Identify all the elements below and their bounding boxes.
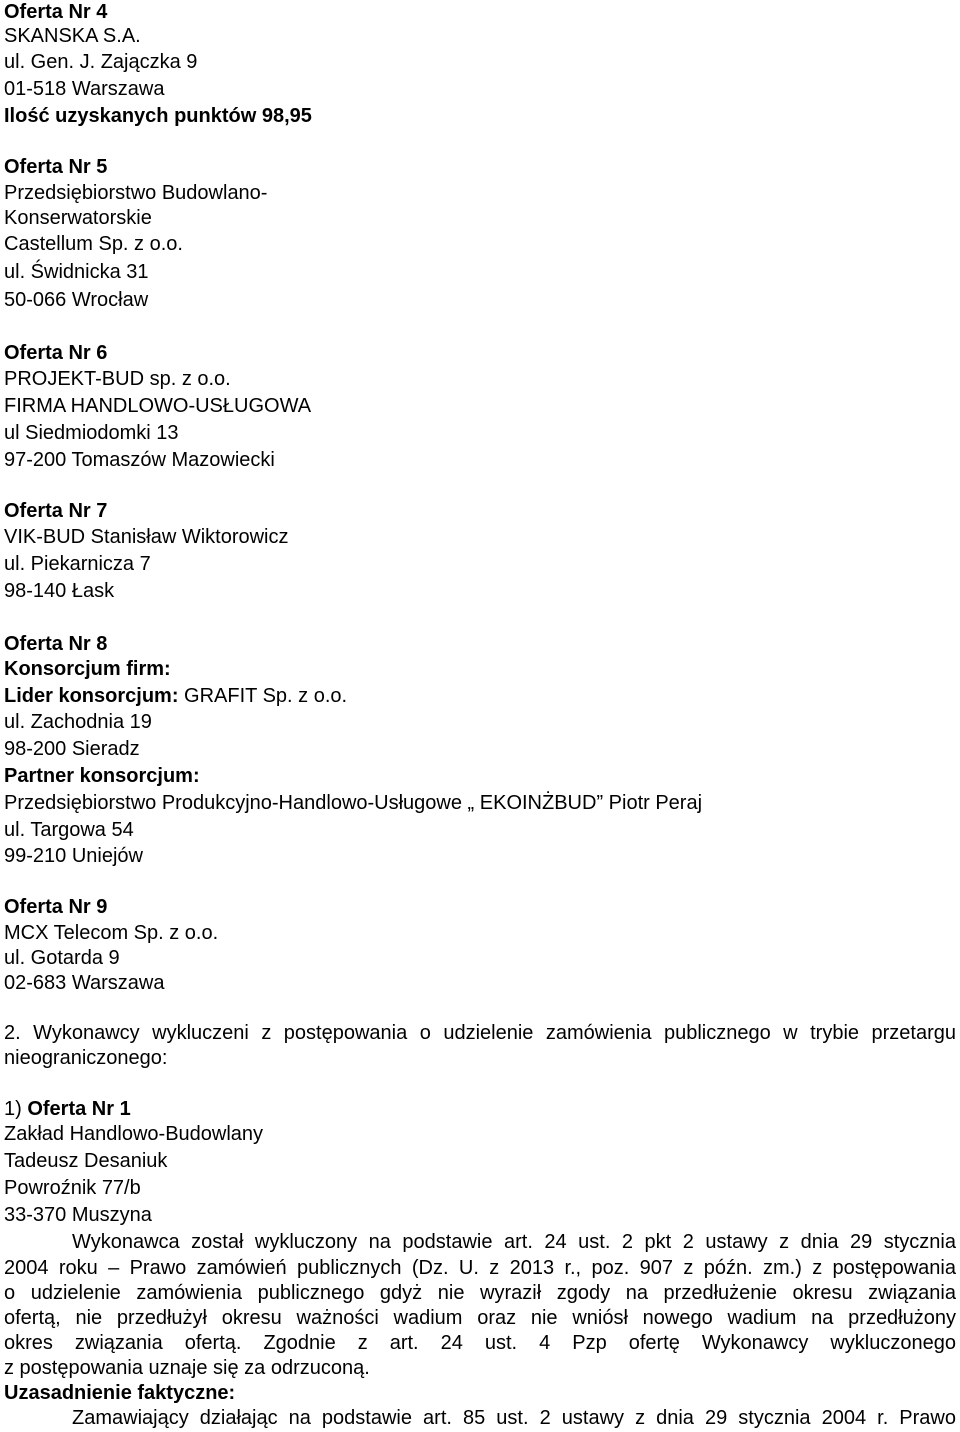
exclusion-paragraph-line2-text: 2004 roku – Prawo zamówień publicznych (Dz. U. z 2013 r., poz. 907 z późn. zm.) z postępowania — [4, 1257, 956, 1279]
offer-6-name-line1: PROJEKT-BUD sp. z o.o. — [4, 368, 231, 390]
excluded-offer-1-street: Powroźnik 77/b — [4, 1177, 141, 1199]
offer-7-city: 98-140 Łask — [4, 580, 115, 602]
offer-9-title: Oferta Nr 9 — [4, 896, 108, 918]
offer-5-name-line3: Castellum Sp. z o.o. — [4, 233, 183, 255]
excluded-offer-1-name-line2: Tadeusz Desaniuk — [4, 1150, 168, 1172]
exclusion-paragraph-line5-text: okres związania ofertą. Zgodnie z art. 24 ust. 4 Pzp ofertę Wykonawcy wykluczonego — [4, 1332, 956, 1354]
offer-5-title: Oferta Nr 5 — [4, 156, 108, 178]
offer-6-street: ul Siedmiodomki 13 — [4, 422, 179, 444]
offer-9-city: 02-683 Warszawa — [4, 972, 165, 994]
offer-6-title: Oferta Nr 6 — [4, 342, 108, 364]
offer-6-city: 97-200 Tomaszów Mazowiecki — [4, 449, 275, 471]
offer-8-consortium-label: Konsorcjum firm: — [4, 658, 171, 680]
offer-8-partner-city: 99-210 Uniejów — [4, 845, 143, 867]
offer-4-city: 01-518 Warszawa — [4, 78, 165, 100]
offer-8-leader-street: ul. Zachodnia 19 — [4, 711, 152, 733]
offer-6-name-line2: FIRMA HANDLOWO-USŁUGOWA — [4, 395, 312, 417]
offer-5-name-line2: Konserwatorskie — [4, 207, 152, 229]
exclusion-paragraph-line5 — [4, 1331, 956, 1355]
offer-5-name-line1: Przedsiębiorstwo Budowlano- — [4, 182, 268, 204]
offer-4-points: Ilość uzyskanych punktów 98,95 — [4, 105, 312, 127]
excluded-offer-1-title: Oferta Nr 1 — [27, 1098, 131, 1120]
offer-7-name: VIK-BUD Stanisław Wiktorowicz — [4, 526, 289, 548]
offer-4-street: ul. Gen. J. Zajączka 9 — [4, 51, 198, 73]
section-2-heading-line1 — [4, 1021, 956, 1045]
offer-7-street: ul. Piekarnicza 7 — [4, 553, 151, 575]
offer-4-name: SKANSKA S.A. — [4, 25, 141, 47]
offer-8-leader-city: 98-200 Sieradz — [4, 738, 140, 760]
excluded-offer-1-city: 33-370 Muszyna — [4, 1204, 152, 1226]
offer-8-leader — [4, 684, 347, 708]
offer-5-city: 50-066 Wrocław — [4, 289, 149, 311]
excluded-offer-1-prefix: 1) — [4, 1098, 28, 1120]
excluded-offer-1-title-line — [4, 1097, 131, 1121]
factual-justification-line1 — [72, 1406, 956, 1430]
offer-8-partner-label: Partner konsorcjum: — [4, 765, 200, 787]
offer-8-partner-name: Przedsiębiorstwo Produkcyjno-Handlowo-Usługowe „ EKOINŻBUD” Piotr Peraj — [4, 792, 703, 814]
offer-5-street: ul. Świdnicka 31 — [4, 261, 149, 283]
section-2-heading-line1-text: 2. Wykonawcy wykluczeni z postępowania o udzielenie zamówienia publicznego w trybie przetargu — [4, 1022, 956, 1044]
exclusion-paragraph-line4-text: ofertą, nie przedłużył okresu ważności wadium oraz nie wniósł nowego wadium na przedłużony — [4, 1307, 956, 1329]
offer-8-partner-street: ul. Targowa 54 — [4, 819, 134, 841]
offer-8-leader-label: Lider konsorcjum: — [4, 685, 179, 707]
offer-9-street: ul. Gotarda 9 — [4, 947, 120, 969]
exclusion-paragraph-line1 — [72, 1230, 956, 1254]
offer-7-title: Oferta Nr 7 — [4, 500, 108, 522]
offer-4-title: Oferta Nr 4 — [4, 1, 108, 23]
factual-justification-line1-text: Zamawiający działając na podstawie art. 85 ust. 2 ustawy z dnia 29 stycznia 2004 r. Prawo — [72, 1407, 956, 1429]
exclusion-paragraph-line2 — [4, 1256, 956, 1280]
exclusion-paragraph-line1-text: Wykonawca został wykluczony na podstawie art. 24 ust. 2 pkt 2 ustawy z dnia 29 stycznia — [72, 1231, 956, 1253]
exclusion-paragraph-line6: z postępowania uznaje się za odrzuconą. — [4, 1357, 370, 1379]
section-2-heading-line2: nieograniczonego: — [4, 1047, 168, 1069]
exclusion-paragraph-line4 — [4, 1306, 956, 1330]
exclusion-paragraph-line3 — [4, 1281, 956, 1305]
offer-8-leader-name: GRAFIT Sp. z o.o. — [184, 685, 348, 707]
exclusion-paragraph-line3-text: o udzielenie zamówienia publicznego gdyż nie wyraził zgody na przedłużenie okresu związania — [4, 1282, 956, 1304]
factual-justification-label: Uzasadnienie faktyczne: — [4, 1382, 236, 1404]
excluded-offer-1-name-line1: Zakład Handlowo-Budowlany — [4, 1123, 264, 1145]
offer-9-name: MCX Telecom Sp. z o.o. — [4, 922, 219, 944]
offer-8-title: Oferta Nr 8 — [4, 633, 108, 655]
